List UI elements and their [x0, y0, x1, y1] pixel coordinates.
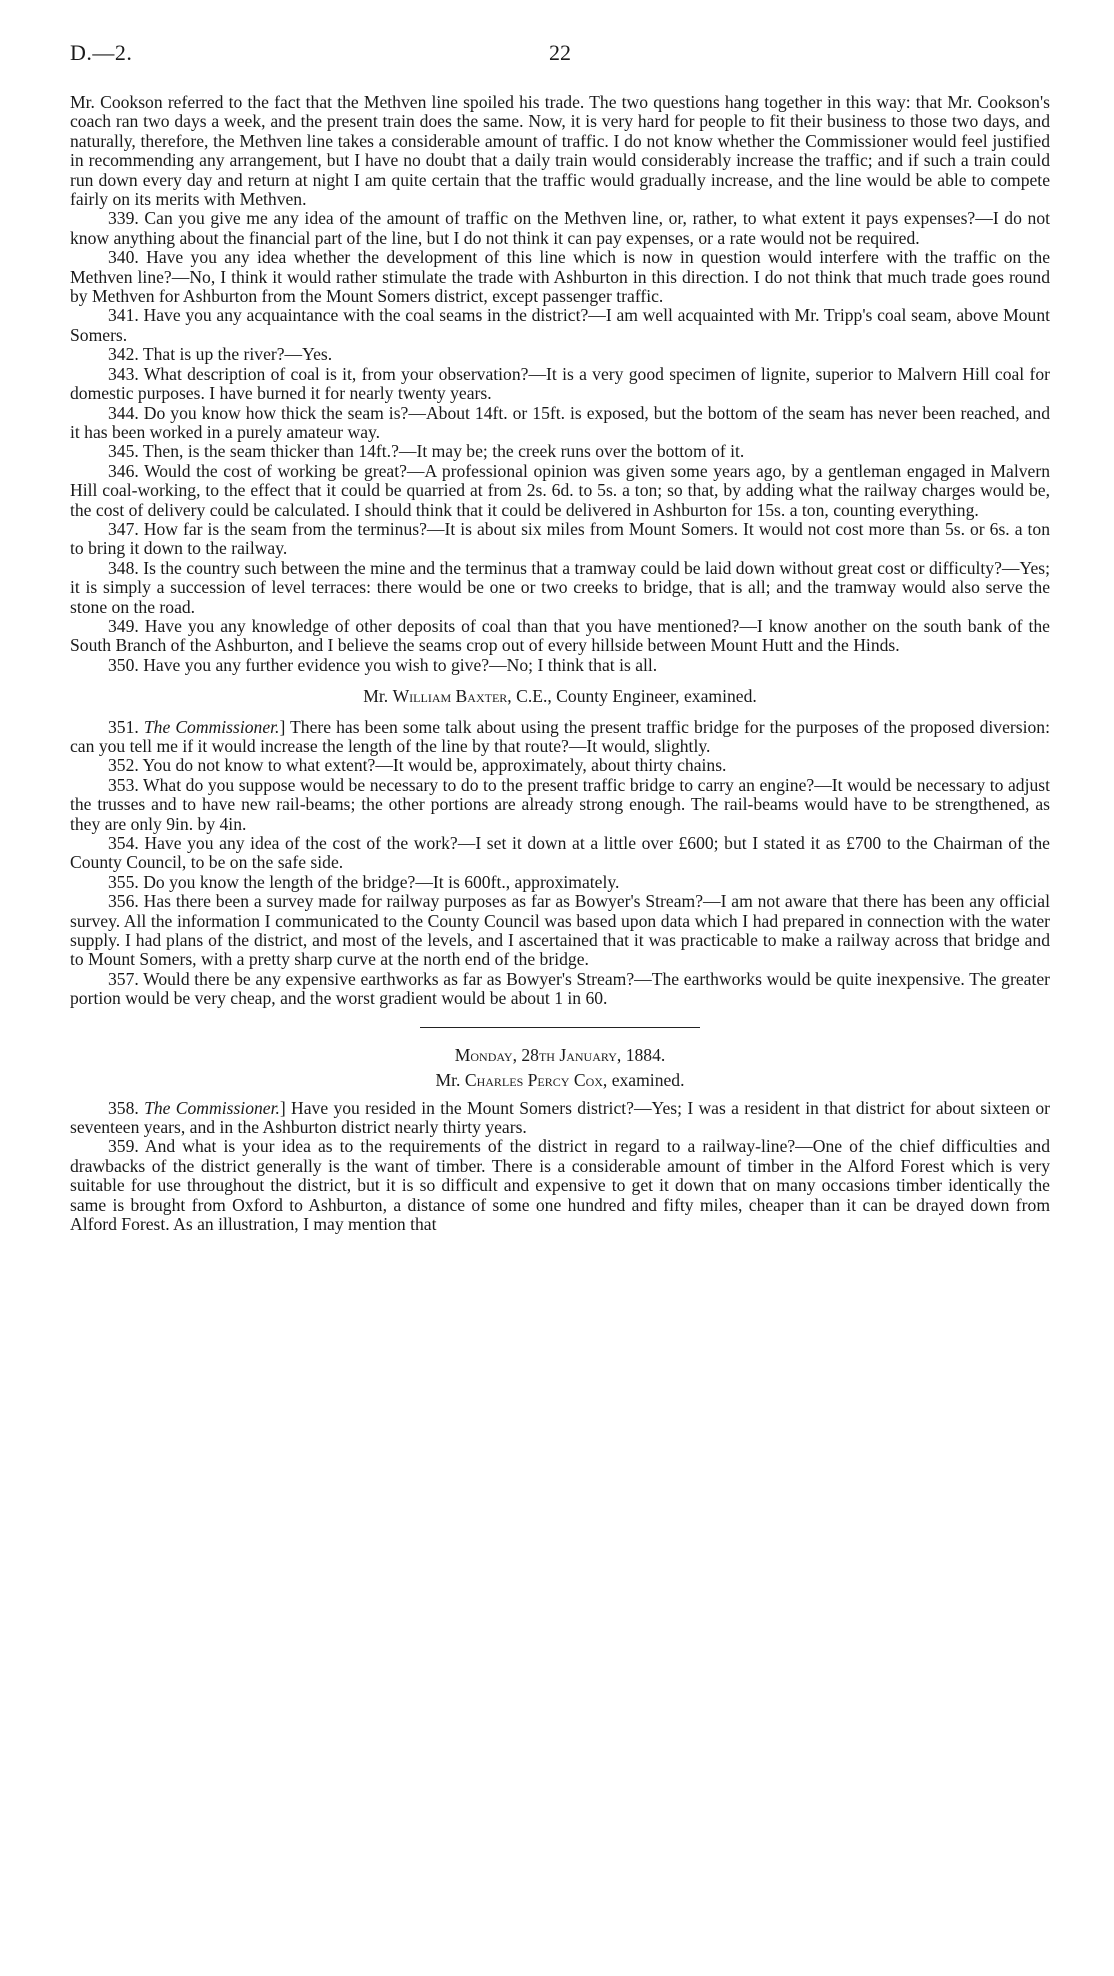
- heading-prefix: Mr.: [363, 686, 389, 707]
- question-text: ] Have you resided in the Mount Somers district?—Yes; I was a resident in that district for about sixteen or seventeen years, and in the Ashburton district nearly thirty years.: [70, 1097, 1050, 1137]
- question-number: 351.: [108, 716, 139, 737]
- session-date: Monday, 28th January, 1884.: [454, 1044, 666, 1065]
- question-348: 348. Is the country such between the mine and the terminus that a tramway could be laid down without great cost or difficulty?—Yes; it is simply a succession of level terraces: there would be one or two creeks to bridge, that is all; and the tramway would also serve the stone on the road.: [70, 557, 1050, 617]
- question-359: 359. And what is your idea as to the requirements of the district in regard to a railway-line?—One of the chief difficulties and drawbacks of the district generally is the want of timber. There is a considerable amount of timber in the Alford Forest which is very suitable for use throughout the district, but it is so difficult and expensive to get it down that on many occasions timber identically the same is brought from Oxford to Ashburton, a distance of some one hundred and fifty miles, cheaper than it can be drayed down from Alford Forest. As an illustration, I may mention that: [70, 1136, 1050, 1234]
- question-352: 352. You do not know to what extent?—It would be, approximately, about thirty chains.: [108, 755, 727, 776]
- page-header: [70, 40, 1050, 70]
- continued-answer: Mr. Cookson referred to the fact that the Methven line spoiled his trade. The two questions hang together in this way: that Mr. Cookson's coach ran two days a week, and the present train does the same. Now, it is very hard for people to fit their business to those two days, and naturally, therefore, the Methven line takes a considerable amount of traffic. I do not know whether the Commissioner would feel justified in recommending any arrangement, but I have no doubt that a daily train would considerably increase the traffic; and if such a train could run down every day and return at night I am quite certain that the traffic would gradually increase, and the line would be able to compete fairly on its merits with Methven.: [70, 92, 1050, 210]
- question-text: ] There has been some talk about using the present traffic bridge for the purposes of the proposed diversion: can you tell me if it would increase the length of the line by that route?—It would, slightly.: [70, 716, 1050, 756]
- witness-name: Charles Percy Cox: [464, 1070, 603, 1091]
- heading-prefix: Mr.: [435, 1070, 461, 1091]
- question-347: 347. How far is the seam from the terminus?—It is about six miles from Mount Somers. It would not cost more than 5s. or 6s. a ton to bring it down to the railway.: [70, 518, 1050, 559]
- question-342: 342. That is up the river?—Yes.: [108, 344, 333, 365]
- question-346: 346. Would the cost of working be great?—A professional opinion was given some years ago, by a gentleman engaged in Malvern Hill coal-working, to the effect that it could be quarried at from 2s. 6d. to 5s. a ton; so that, by adding what the railway charges would be, the cost of delivery could be calculated. I should think that it could be delivered in Ashburton for 15s. a ton, counting everything.: [70, 460, 1050, 520]
- witness-heading-baxter: [70, 687, 1050, 706]
- heading-suffix: , examined.: [602, 1070, 685, 1091]
- question-343: 343. What description of coal is it, from your observation?—It is a very good specimen of lignite, superior to Malvern Hill coal for domestic purposes. I have burned it for nearly twenty years.: [70, 363, 1050, 404]
- question-340: 340. Have you any idea whether the development of this line which is now in question would interfere with the traffic on the Methven line?—No, I think it would rather stimulate the trade with Ashburton in this direction. I do not think that much trade goes round by Methven for Ashburton from the Mount Somers district, except passenger traffic.: [70, 247, 1050, 307]
- witness-name: William Baxter: [392, 686, 508, 707]
- question-351: [70, 718, 1050, 757]
- question-339: 339. Can you give me any idea of the amount of traffic on the Methven line, or, rather, to what extent it pays expenses?—I do not know anything about the financial part of the line, but I do not think it can pay expenses, or a rate would not be required.: [70, 208, 1050, 248]
- page-body: [70, 93, 1050, 1234]
- speaker-label: The Commissioner.: [144, 1097, 280, 1118]
- question-353: 353. What do you suppose would be necessary to do to the present traffic bridge to carry an engine?—It would be necessary to adjust the trusses and to have new rail-beams; the other portions are already strong enough. The rail-beams would have to be strengthened, as they are only 9in. by 4in.: [70, 774, 1050, 834]
- question-350: 350. Have you any further evidence you wish to give?—No; I think that is all.: [108, 654, 658, 675]
- document-reference: D.—2.: [70, 40, 133, 65]
- heading-suffix: , C.E., County Engineer, examined.: [507, 686, 757, 707]
- question-349: 349. Have you any knowledge of other deposits of coal than that you have mentioned?—I know another on the south bank of the South Branch of the Ashburton, and I believe the seams crop out of every hillside between Mount Hutt and the Hinds.: [70, 615, 1050, 656]
- speaker-label: The Commissioner.: [143, 716, 280, 737]
- question-354: 354. Have you any idea of the cost of the work?—I set it down at a little over £600; but I stated it as £700 to the Chairman of the County Council, to be on the safe side.: [70, 833, 1050, 873]
- question-355: 355. Do you know the length of the bridge?—It is 600ft., approximately.: [108, 871, 620, 892]
- question-341: 341. Have you any acquaintance with the coal seams in the district?—I am well acquainted with Mr. Tripp's coal seam, above Mount Somers.: [70, 305, 1050, 345]
- witness-heading-cox: [70, 1071, 1050, 1090]
- question-357: 357. Would there be any expensive earthworks as far as Bowyer's Stream?—The earthworks would be quite inexpensive. The greater portion would be very cheap, and the worst gradient would be about 1 in 60.: [70, 968, 1050, 1009]
- question-356: 356. Has there been a survey made for railway purposes as far as Bowyer's Stream?—I am not aware that there has been any official survey. All the information I communicated to the County Council was based upon data which I had prepared in connection with the water supply. I had plans of the district, and most of the levels, and I ascertained that it was practicable to make a railway across that bridge and to Mount Somers, with a pretty sharp curve at the north end of the bridge.: [70, 891, 1050, 970]
- page-number: 22: [549, 40, 571, 65]
- section-divider: [420, 1027, 700, 1028]
- question-345: 345. Then, is the seam thicker than 14ft.?—It may be; the creek runs over the bottom of it.: [108, 441, 745, 462]
- question-358: [70, 1099, 1050, 1138]
- question-number: 358.: [108, 1097, 139, 1118]
- question-344: 344. Do you know how thick the seam is?—About 14ft. or 15ft. is exposed, but the bottom of the seam has never been reached, and it has been worked in a purely amateur way.: [70, 402, 1050, 442]
